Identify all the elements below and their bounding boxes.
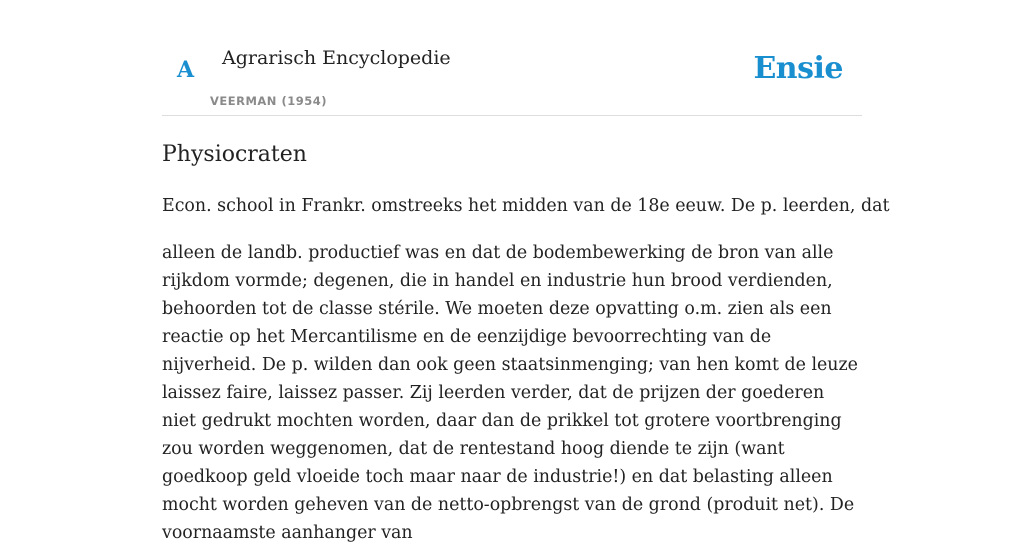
article-title: Physiocraten [162, 142, 307, 167]
book-title-link[interactable]: Agrarisch Encyclopedie [222, 47, 451, 69]
header [162, 0, 862, 116]
article-paragraph-2: alleen de landb. productief was en dat de bodembewerking de bron van alle rijkdom vormde; degenen, die in handel en industrie hun brood verdienden, behoorden tot de classe stérile. We moeten deze opvatting o.m. zien als een reactie op het Mercantilisme en de eenzijdige bevoorrechting van de nijverheid. De p. wilden dan ook geen staatsinmenging; van hen komt de leuze laissez faire, laissez passer. Zij leerden verder, dat de prijzen der goederen niet gedrukt mochten worden, daar dan de prikkel tot grotere voortbrenging zou worden weggenomen, dat de rentestand hoog diende te zijn (want goedkoop geld vloeide toch maar naar de industrie!) en dat belasting alleen mocht worden geheven van de netto-opbrengst van de grond (produit net). De voornaamste aanhanger van [162, 243, 858, 543]
article-paragraph-1: Econ. school in Frankr. omstreeks het midden van de 18e eeuw. De p. leerden, dat [162, 196, 890, 216]
page [162, 0, 890, 543]
book-meta: VEERMAN (1954) [210, 94, 327, 108]
book-logo-letter[interactable]: A [177, 57, 195, 83]
ensie-logo[interactable]: Ensie [753, 51, 843, 86]
